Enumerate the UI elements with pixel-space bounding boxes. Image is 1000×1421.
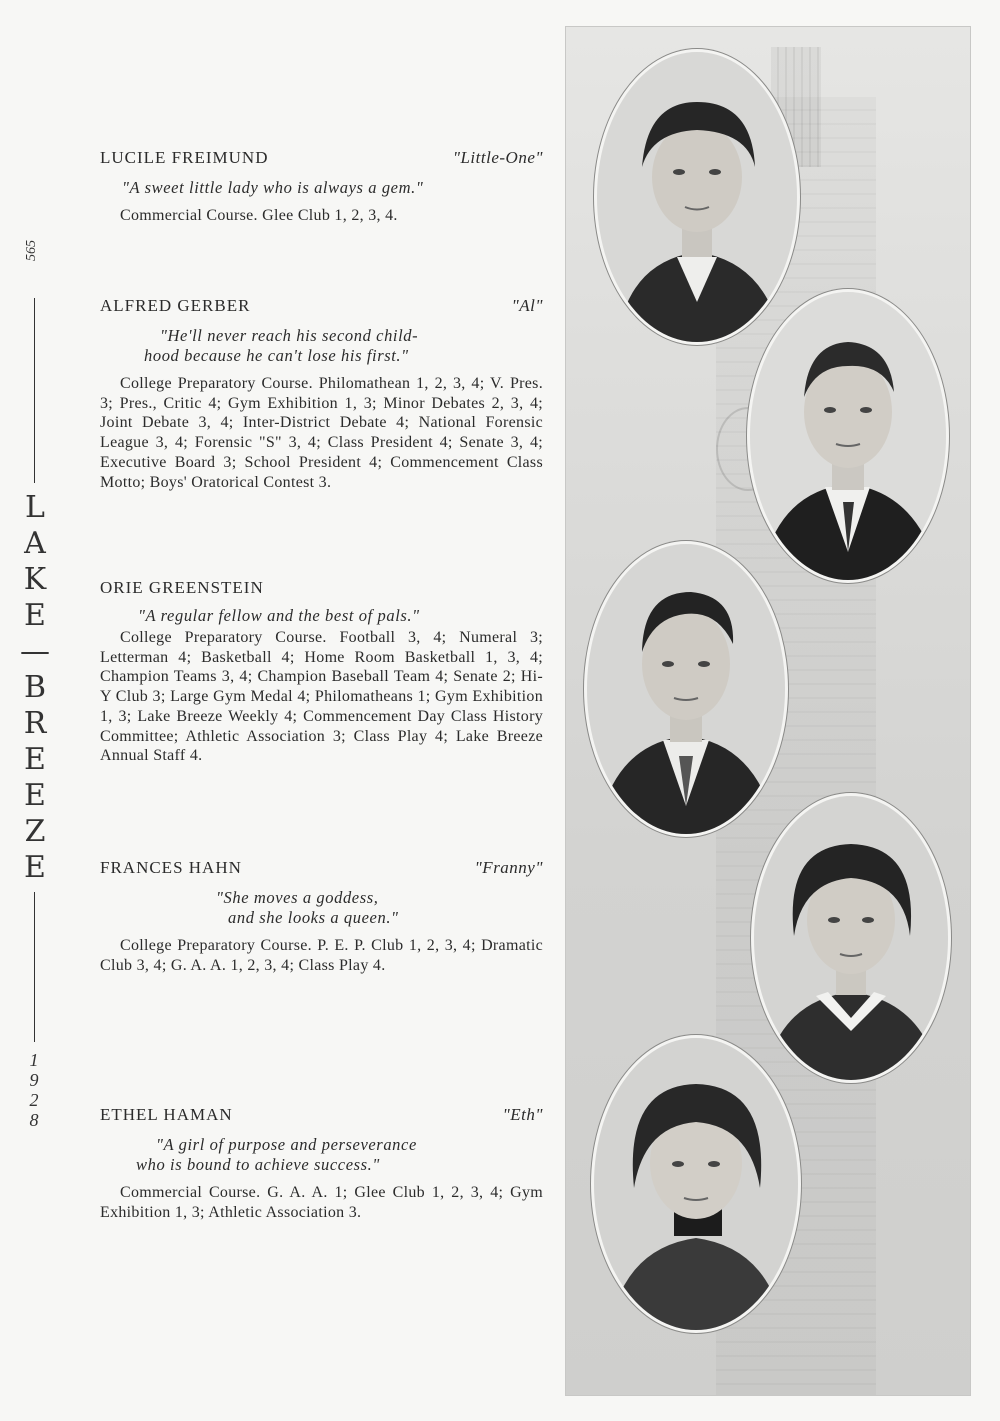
sidebar-letter: E <box>24 850 46 885</box>
student-name: FRANCES HAHN <box>100 858 242 877</box>
quote-line: "He'll never reach his second child- <box>160 326 419 345</box>
student-activities: Commercial Course. Glee Club 1, 2, 3, 4. <box>120 207 398 224</box>
student-entry <box>100 296 543 492</box>
sidebar-letter: R <box>23 706 47 741</box>
sidebar-letter: Z <box>24 814 46 849</box>
quote-line: who is bound to achieve success." <box>136 1155 380 1174</box>
sidebar-title <box>20 490 50 886</box>
student-activities: College Preparatory Course. Philomathean 1, 2, 3, 4; V. Pres. 3; Pres., Critic 4; Gym Exhibition 1, 3; Minor Debates 2, 3, 4; Joint Debate 3, 4; Inter-District Debate 4; National Forensic League 3, 4; Forensic "S" 3, 4; Class President 4; Senate 3, 4; Executive Board 3; School President 4; Commencement Class Motto; Boys' Oratorical Contest 3. <box>100 375 543 491</box>
student-nickname: "Little-One" <box>452 148 543 167</box>
sidebar-letter: A <box>24 526 46 561</box>
quote-line: hood because he can't lose his first." <box>144 346 409 365</box>
student-entry <box>100 1105 543 1222</box>
student-quote <box>100 326 543 366</box>
student-nickname: "Al" <box>511 296 543 315</box>
student-quote <box>100 1135 543 1175</box>
student-nickname: "Franny" <box>474 858 543 877</box>
student-activities: College Preparatory Course. Football 3, 4; Numeral 3; Letterman 4; Basketball 4; Home Room Basketball 1, 3, 4; Champion Teams 3, 4; Champion Baseball Team 4; Senate 2; Hi-Y Club 3; Large Gym Medal 4; Philomatheans 1; Gym Exhibition 1, 3; Lake Breeze Weekly 4; Commencement Day Class History Committee; Athletic Association 3; Class Play 4; Lake Breeze Annual Staff 4. <box>100 629 543 765</box>
year-text: 1928 <box>29 1050 39 1130</box>
female-portrait-icon <box>597 52 797 342</box>
sidebar-letter: K <box>23 562 47 597</box>
quote-line: and she looks a queen." <box>228 908 399 927</box>
vertical-sidebar <box>18 240 54 1140</box>
student-name: LUCILE FREIMUND <box>100 148 269 167</box>
student-quote <box>100 888 543 928</box>
sidebar-letter: B <box>23 670 47 705</box>
name-row <box>100 148 543 172</box>
student-quote <box>100 606 543 626</box>
page-code-text: 565 <box>24 240 39 261</box>
sidebar-rule <box>34 298 35 483</box>
quote-line: "A girl of purpose and perseverance <box>156 1135 417 1154</box>
portrait-photo <box>584 541 788 837</box>
sidebar-letter: E <box>24 778 46 813</box>
quote-line: "A regular fellow and the best of pals." <box>138 606 420 625</box>
student-entry <box>100 578 543 766</box>
sidebar-letter: — <box>20 634 50 669</box>
male-portrait-icon <box>750 292 946 580</box>
sidebar-letter: E <box>24 742 46 777</box>
female-portrait-icon <box>594 1038 798 1330</box>
student-activities: College Preparatory Course. P. E. P. Club 1, 2, 3, 4; Dramatic Club 3, 4; G. A. A. 1, 2, 3, 4; Class Play 4. <box>100 937 543 974</box>
student-entry <box>100 858 543 975</box>
student-quote <box>100 178 543 198</box>
male-portrait-icon <box>587 544 785 834</box>
name-row <box>100 1105 543 1129</box>
female-portrait-icon <box>754 796 948 1080</box>
photo-strip <box>565 26 971 1396</box>
student-entry <box>100 148 543 226</box>
name-row <box>100 578 543 602</box>
portrait-photo <box>591 1035 801 1333</box>
student-name: ORIE GREENSTEIN <box>100 578 264 597</box>
student-nickname: "Eth" <box>502 1105 543 1124</box>
student-activities: Commercial Course. G. A. A. 1; Glee Club 1, 2, 3, 4; Gym Exhibition 1, 3; Athletic Association 3. <box>100 1184 543 1221</box>
name-row <box>100 296 543 320</box>
sidebar-letter: E <box>24 598 46 633</box>
portrait-photo <box>751 793 951 1083</box>
portrait-photo <box>594 49 800 345</box>
sidebar-letter: L <box>25 490 45 525</box>
sidebar-rule <box>34 892 35 1042</box>
student-name: ALFRED GERBER <box>100 296 251 315</box>
student-name: ETHEL HAMAN <box>100 1105 233 1124</box>
quote-line: "She moves a goddess, <box>216 888 379 907</box>
quote-line: "A sweet little lady who is always a gem." <box>122 178 424 197</box>
name-row <box>100 858 543 882</box>
sidebar-year <box>24 1050 44 1130</box>
portrait-photo <box>747 289 949 583</box>
page-code <box>24 240 44 261</box>
